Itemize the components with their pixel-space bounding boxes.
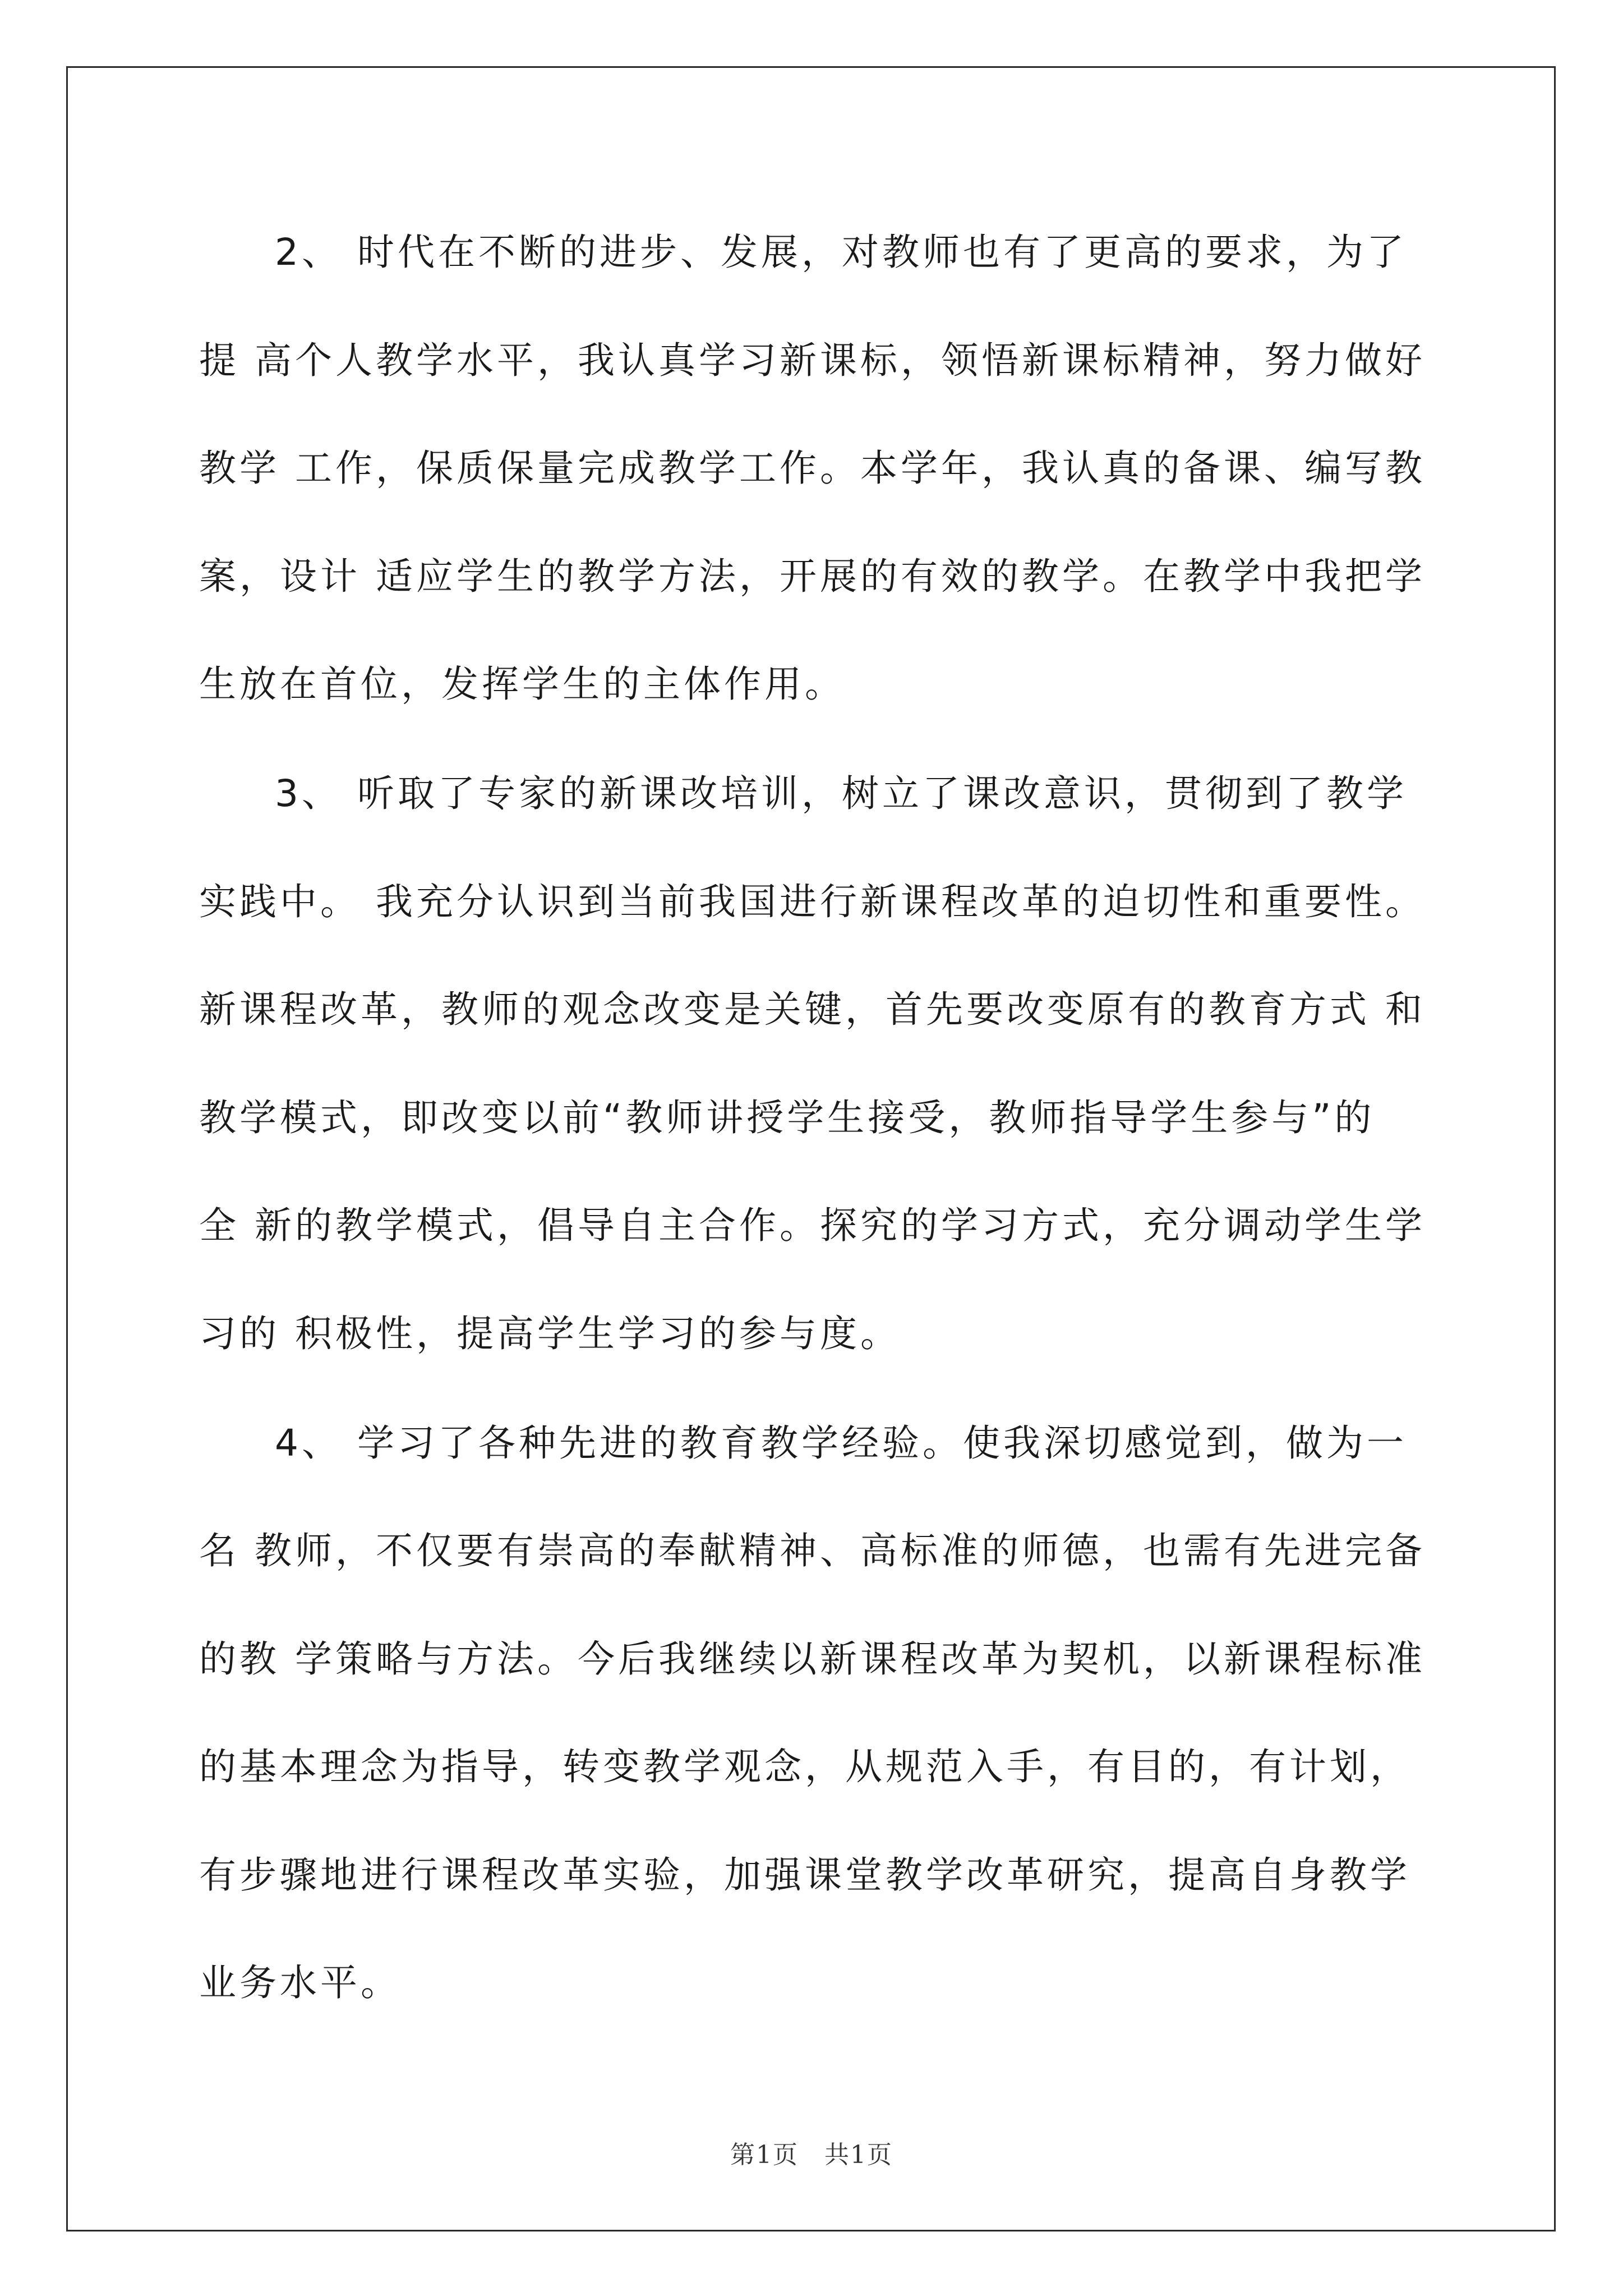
paragraph-4-line-6: 业务水平。 xyxy=(199,1961,401,2004)
paragraph-2-line-4: 案，设计 适应学生的教学方法，开展的有效的教学。在教学中我把学 xyxy=(199,555,1426,598)
page-footer: 第1页 共1页 xyxy=(730,2141,893,2169)
paragraph-2-line-3: 教学 工作，保质保量完成教学工作。本学年，我认真的备课、编写教 xyxy=(199,447,1426,490)
paragraph-3-line-2: 实践中。 我充分认识到当前我国进行新课程改革的迫切性和重要性。 xyxy=(199,880,1426,923)
paragraph-3-line-6: 习的 积极性，提高学生学习的参与度。 xyxy=(199,1312,901,1355)
paragraph-4-line-2: 名 教师，不仅要有崇高的奉献精神、高标准的师德，也需有先进完备 xyxy=(199,1529,1426,1572)
paragraph-4-line-3: 的教 学策略与方法。今后我继续以新课程改革为契机，以新课程标准 xyxy=(199,1637,1426,1681)
paragraph-2-line-2: 提 高个人教学水平，我认真学习新课标，领悟新课标精神，努力做好 xyxy=(199,339,1426,382)
paragraph-3-line-4: 教学模式，即改变以前“教师讲授学生接受，教师指导学生参与”的 xyxy=(199,1096,1375,1139)
paragraph-4-line-1: 4、 学习了各种先进的教育教学经验。使我深切感觉到，做为一 xyxy=(275,1421,1407,1465)
paragraph-3-line-5: 全 新的教学模式，倡导自主合作。探究的学习方式，充分调动学生学 xyxy=(199,1204,1426,1247)
paragraph-3-line-3: 新课程改革，教师的观念改变是关键，首先要改变原有的教育方式 和 xyxy=(199,988,1426,1031)
paragraph-2-line-5: 生放在首位，发挥学生的主体作用。 xyxy=(199,662,845,706)
paragraph-4-line-5: 有步骤地进行课程改革实验，加强课堂教学改革研究，提高自身教学 xyxy=(199,1853,1410,1897)
paragraph-2-line-1: 2、 时代在不断的进步、发展，对教师也有了更高的要求，为了 xyxy=(275,231,1407,274)
paragraph-4-line-4: 的基本理念为指导，转变教学观念，从规范入手，有目的，有计划， xyxy=(199,1745,1410,1788)
paragraph-3-line-1: 3、 听取了专家的新课改培训，树立了课改意识，贯彻到了教学 xyxy=(275,772,1407,815)
